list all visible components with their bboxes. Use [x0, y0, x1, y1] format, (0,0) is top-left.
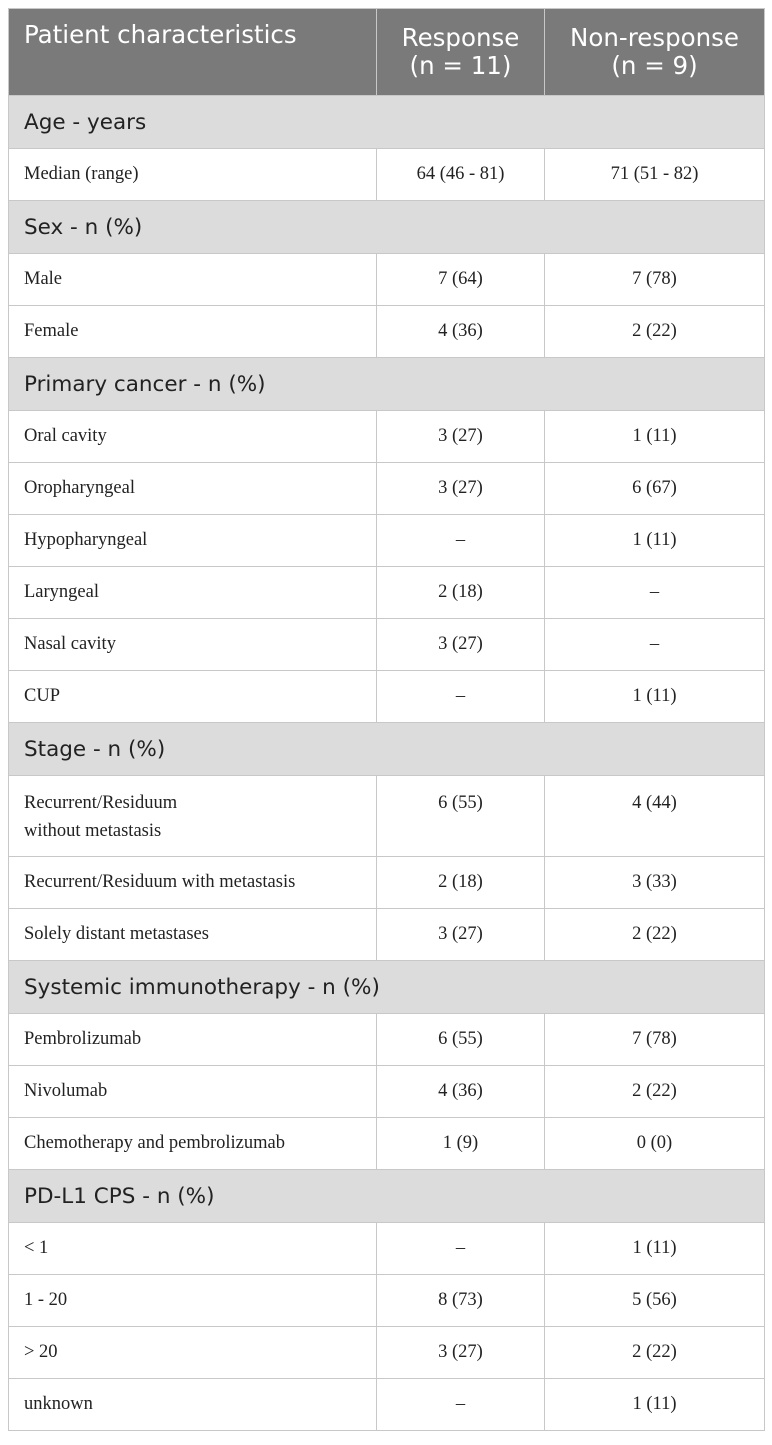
table-row — [9, 671, 765, 723]
patient-characteristics-table — [8, 8, 765, 1431]
table-row — [9, 1118, 765, 1170]
section-header-row — [9, 723, 765, 776]
header-response-count: (n = 11) — [409, 51, 512, 80]
row-label — [9, 776, 377, 857]
response-value: 64 (46 - 81) — [377, 149, 545, 201]
table-row — [9, 149, 765, 201]
response-value: 4 (36) — [377, 306, 545, 358]
header-response — [377, 9, 545, 96]
row-label-line1: Recurrent/Residuum — [24, 793, 178, 813]
nonresponse-value: – — [545, 567, 765, 619]
table-row — [9, 411, 765, 463]
section-title: Systemic immunotherapy - n (%) — [9, 961, 765, 1014]
response-value: 3 (27) — [377, 1327, 545, 1379]
row-label: Recurrent/Residuum with metastasis — [9, 857, 377, 909]
row-label: Nasal cavity — [9, 619, 377, 671]
nonresponse-value: 2 (22) — [545, 909, 765, 961]
table-row — [9, 567, 765, 619]
row-label: CUP — [9, 671, 377, 723]
response-value: 6 (55) — [377, 1014, 545, 1066]
row-label: Female — [9, 306, 377, 358]
response-value: 8 (73) — [377, 1275, 545, 1327]
nonresponse-value: 1 (11) — [545, 671, 765, 723]
header-response-label: Response — [401, 23, 520, 52]
response-value: 4 (36) — [377, 1066, 545, 1118]
nonresponse-value: 0 (0) — [545, 1118, 765, 1170]
row-label: Hypopharyngeal — [9, 515, 377, 567]
row-label: Laryngeal — [9, 567, 377, 619]
nonresponse-value: 1 (11) — [545, 411, 765, 463]
section-header-row — [9, 1170, 765, 1223]
row-label: unknown — [9, 1379, 377, 1431]
nonresponse-value: 3 (33) — [545, 857, 765, 909]
response-value: 2 (18) — [377, 857, 545, 909]
table-row — [9, 1223, 765, 1275]
nonresponse-value: 7 (78) — [545, 1014, 765, 1066]
row-label: Oral cavity — [9, 411, 377, 463]
header-nonresponse-count: (n = 9) — [611, 51, 698, 80]
table-body — [9, 96, 765, 1431]
response-value: 7 (64) — [377, 254, 545, 306]
nonresponse-value: 1 (11) — [545, 1223, 765, 1275]
nonresponse-value: 2 (22) — [545, 306, 765, 358]
table-row — [9, 1327, 765, 1379]
table-row — [9, 463, 765, 515]
table-row — [9, 254, 765, 306]
table-row — [9, 1379, 765, 1431]
response-value: 3 (27) — [377, 619, 545, 671]
table-row — [9, 1014, 765, 1066]
row-label: Male — [9, 254, 377, 306]
header-nonresponse — [545, 9, 765, 96]
row-label: < 1 — [9, 1223, 377, 1275]
table-row — [9, 1066, 765, 1118]
section-header-row — [9, 961, 765, 1014]
table-row — [9, 306, 765, 358]
response-value: 2 (18) — [377, 567, 545, 619]
section-header-row — [9, 358, 765, 411]
table-row — [9, 1275, 765, 1327]
response-value: – — [377, 1379, 545, 1431]
row-label: Nivolumab — [9, 1066, 377, 1118]
row-label: 1 - 20 — [9, 1275, 377, 1327]
table-row — [9, 515, 765, 567]
nonresponse-value: – — [545, 619, 765, 671]
header-characteristics: Patient characteristics — [9, 9, 377, 96]
response-value: – — [377, 671, 545, 723]
response-value: 1 (9) — [377, 1118, 545, 1170]
nonresponse-value: 71 (51 - 82) — [545, 149, 765, 201]
row-label: Median (range) — [9, 149, 377, 201]
nonresponse-value: 1 (11) — [545, 515, 765, 567]
section-title: Sex - n (%) — [9, 201, 765, 254]
nonresponse-value: 1 (11) — [545, 1379, 765, 1431]
table-row — [9, 909, 765, 961]
section-header-row — [9, 201, 765, 254]
response-value: – — [377, 515, 545, 567]
row-label: Oropharyngeal — [9, 463, 377, 515]
table-row — [9, 619, 765, 671]
response-value: 6 (55) — [377, 776, 545, 857]
row-label: Pembrolizumab — [9, 1014, 377, 1066]
response-value: 3 (27) — [377, 463, 545, 515]
section-title: Age - years — [9, 96, 765, 149]
nonresponse-value: 6 (67) — [545, 463, 765, 515]
row-label: Chemotherapy and pembrolizumab — [9, 1118, 377, 1170]
table-row — [9, 857, 765, 909]
section-title: Primary cancer - n (%) — [9, 358, 765, 411]
section-header-row — [9, 96, 765, 149]
section-title: Stage - n (%) — [9, 723, 765, 776]
nonresponse-value: 2 (22) — [545, 1066, 765, 1118]
table-header — [9, 9, 765, 96]
nonresponse-value: 4 (44) — [545, 776, 765, 857]
row-label: Solely distant metastases — [9, 909, 377, 961]
nonresponse-value: 5 (56) — [545, 1275, 765, 1327]
table-row — [9, 776, 765, 857]
response-value: 3 (27) — [377, 909, 545, 961]
response-value: – — [377, 1223, 545, 1275]
header-nonresponse-label: Non-response — [570, 23, 739, 52]
row-label-line2: without metastasis — [24, 821, 162, 841]
response-value: 3 (27) — [377, 411, 545, 463]
row-label: > 20 — [9, 1327, 377, 1379]
section-title: PD-L1 CPS - n (%) — [9, 1170, 765, 1223]
nonresponse-value: 7 (78) — [545, 254, 765, 306]
nonresponse-value: 2 (22) — [545, 1327, 765, 1379]
